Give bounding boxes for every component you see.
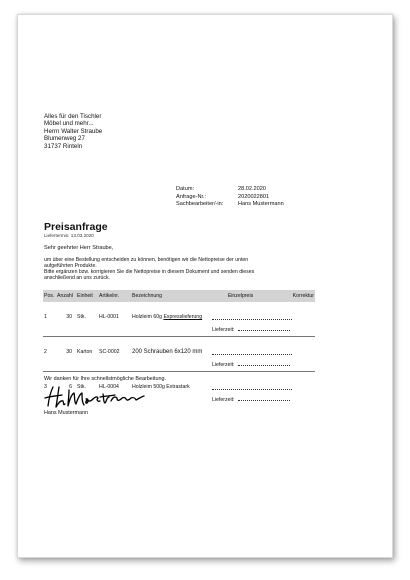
price-input-line[interactable] [211,302,315,322]
signature-image [43,384,153,410]
recipient-line-street: Blumenweg 27 [44,135,85,143]
table-header-row [43,290,315,302]
cell-qty: 6 [69,384,72,390]
delivery-time-row [43,357,315,368]
body-p2-line2: anschließend an uns zurück. [44,275,111,282]
body-p1-line1: um über eine Bestellung entscheiden zu können, benötigen wir die Nettopreise der unten [44,257,249,263]
delivery-time-label: Lieferzeit: [212,327,235,333]
delivery-time-label: Lieferzeit: [212,397,235,403]
cell-description-text: 200 Schrauben 6x120 mm [132,349,203,355]
recipient-address [44,113,102,150]
date-value: 28.02.2020 [238,186,266,192]
recipient-line-city: 31737 Rinteln [44,142,83,150]
body-paragraph-2 [44,269,254,282]
col-pos: Pos. [43,290,56,302]
cell-unit: Stk. [77,314,86,320]
body-p1-line2: aufgeführten Produkte. [44,263,97,270]
cell-unit: Stk. [77,384,86,390]
clerk-value: Hans Mustermann [238,201,284,208]
col-description: Bezeichnung [131,290,211,302]
document-title: Preisanfrage [44,221,108,233]
delivery-time-row [43,322,315,333]
delivery-time-entry-line[interactable] [238,360,290,366]
col-correction: Korrektur [270,290,315,302]
salutation: Sehr geehrter Herr Straube, [44,245,114,251]
delivery-date: Liefertermin: 13.03.2020 [44,233,94,238]
col-qty: Anzahl [56,290,76,302]
cell-article: HL-0001 [99,314,119,320]
cell-description [131,337,211,358]
body-p2-line1: Bitte ergänzen bzw. korrigieren Sie die Nettopreise in diesem Dokument und senden dieses [44,269,255,275]
cell-description-text: Holzleim 60g Expresslieferung [132,314,203,320]
signature-name: Hans Mustermann [44,410,89,416]
body-paragraph-1 [44,257,248,270]
request-number-value: 2020022801 [238,193,270,200]
closing-text: Wir danken für Ihre schnellstmögliche Bearbeitung. [44,376,166,382]
document-page [17,14,393,558]
price-entry-line[interactable] [212,349,292,355]
cell-article: HL-0004 [99,384,119,390]
cell-article: SC-0002 [99,349,120,355]
cell-description-text: Holzleim 500g Extrastark [132,384,190,390]
col-unit: Einheit [76,290,98,302]
request-number-label: Anfrage-Nr.: [176,193,207,200]
price-entry-line[interactable] [212,384,292,390]
cell-description [131,302,211,322]
recipient-line-name: Herrn Walter Straube [44,127,103,135]
cell-pos: 2 [44,349,47,355]
cell-qty: 30 [66,314,72,320]
delivery-time-label: Lieferzeit: [212,362,235,368]
col-unit-price: Einzelpreis [211,290,270,302]
recipient-line-subtitle: Möbel und mehr... [44,120,94,128]
delivery-time-field[interactable] [211,392,315,403]
delivery-time-entry-line[interactable] [238,325,290,331]
cell-qty: 30 [66,349,72,355]
price-entry-line[interactable] [212,314,292,320]
date-label: Datum: [176,186,195,192]
cell-unit: Karton [77,349,93,355]
clerk-label: Sachbearbeiter/-in: [176,201,224,208]
delivery-time-entry-line[interactable] [238,395,290,401]
table-row [43,302,315,322]
delivery-time-field[interactable] [211,357,315,368]
cell-pos: 1 [44,314,47,320]
express-delivery-highlight: Expresslieferung [163,314,203,320]
cell-pos: 3 [44,384,47,390]
delivery-time-field[interactable] [211,322,315,333]
price-input-line[interactable] [211,372,315,393]
recipient-line-company: Alles für den Tischler [44,113,102,120]
price-input-line[interactable] [211,337,315,358]
document-meta [176,186,284,209]
table-row [43,337,315,358]
col-article: Artikelnr. [98,290,131,302]
